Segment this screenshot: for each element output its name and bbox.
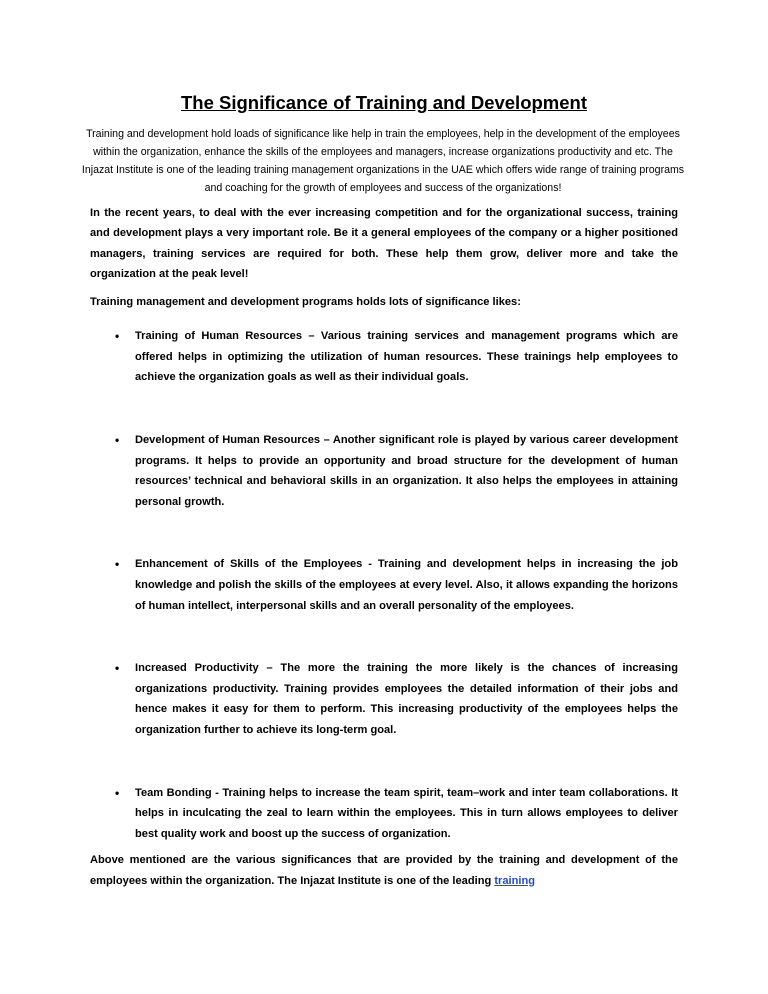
list-item-text: Training of Human Resources – Various training services and management programs which are offered helps in optimizing the utilization of human resources. These trainings help employees to achieve the organization goals as well as their individual goals.: [135, 330, 678, 384]
significance-list: [90, 326, 678, 844]
list-item: [90, 783, 678, 845]
training-link[interactable]: training: [494, 874, 536, 887]
bullet-icon: •: [115, 785, 120, 800]
intro-paragraph: Training and development hold loads of significance like help in train the employees, help in the development of the employees within the organization, enhance the skills of the employees and managers, increase organizations productivity and etc. The Injazat Institute is one of the leading training management organizations in the UAE which offers wide range of training programs and coaching for the growth of employees and success of the organizations!: [81, 128, 685, 194]
closing-paragraph: [90, 850, 678, 891]
bullet-icon: •: [115, 329, 120, 344]
page-title: The Significance of Training and Development: [180, 92, 588, 113]
list-item-text: Enhancement of Skills of the Employees - Training and development helps in increasing the job knowledge and polish the skills of the employees at every level. Also, it allows expanding the horizons of human intellect, interpersonal skills and an overall personality of the employees.: [135, 558, 678, 612]
body-paragraph-1: In the recent years, to deal with the ever increasing competition and for the organizational success, training and development plays a very important role. Be it a general employees of the company or a higher positioned managers, training services are required for both. These help them grow, deliver more and take the organization at the peak level!: [90, 207, 678, 280]
list-item-text: Team Bonding - Training helps to increase the team spirit, team–work and inter team collaborations. It helps in inculcating the zeal to learn within the employees. This in turn allows employees to deliver best quality work and boost up the success of organization.: [135, 786, 678, 840]
bullet-icon: •: [115, 661, 120, 676]
bullet-icon: •: [115, 432, 120, 447]
list-item-text: Increased Productivity – The more the training the more likely is the chances of increasing organizations productivity. Training provides employees the detailed information of their jobs and hence makes it easy for them to perform. This increasing productivity of the employees helps the organization further to achieve its long-term goal.: [135, 662, 678, 736]
list-item-text: Development of Human Resources – Another significant role is played by various career development programs. It helps to provide an opportunity and broad structure for the development of human resources’ technical and behavioral skills in an organization. It also helps the employees in attaining personal growth.: [135, 433, 678, 508]
document-page: [81, 92, 685, 902]
bullet-icon: •: [115, 557, 120, 572]
list-item: [90, 430, 678, 512]
list-lead-in: Training management and development programs holds lots of significance likes:: [90, 296, 521, 309]
list-item: [90, 554, 678, 616]
list-item: [90, 658, 678, 740]
closing-text: Above mentioned are the various significances that are provided by the training and development of the employees within the organization. The Injazat Institute is one of the leading: [90, 854, 678, 887]
list-item: [90, 326, 678, 388]
